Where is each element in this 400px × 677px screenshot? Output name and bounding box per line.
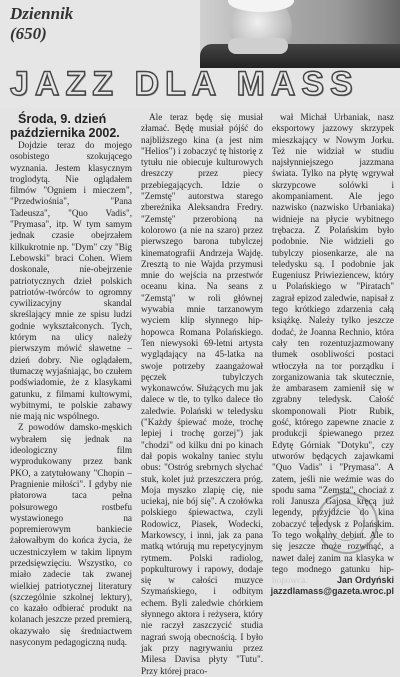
article-date: Środa, 9. dzień października 2002.: [10, 112, 120, 140]
article-column-1: [10, 112, 132, 648]
column-title: JAZZ DLA MASS: [10, 65, 359, 103]
paragraph: Z powodów damsko-męskich wybrałem się jednak na ideologiczny film wyprodukowany przez bank PKO, a zatytułowany "Chopin – Pragnienie miłości". I gdyby nie płatorowa taca pełna połsurowego rostbefu wystawionego na popremierowym bankiecie żałowałbym do końca życia, że uczestniczyłem w takim lipnym przedsięwzięciu. Wszystko, co miało zadecie tak zwanej wielkiej patriotycznej literatury (szczególnie szkolnej lektury), co kazało odbierać produkt na kolanach jeszcze przed premierą, okazywało się średniactwem nasyconym pedagogiczną nudą.: [10, 422, 132, 648]
paragraph: wał Michał Urbaniak, nasz eksportowy jazzowy skrzypek mieszkający w Nowym Jorku. Też nie widział w studiu najsłynniejszego jazzmana świata. Tylko na płytę wgrywał skrzypcowe solówki i akompaniament. Ale jego nazwisko (nazwisko Urbaniaka) widnieje na płycie wybitnego trębacza. Z Polańskim było podobnie. Nie widzieli go tubylczy piosenkarze, ale na teledysku są. I podobnie jak Eugeniusz Priwieziencew, który u Polańskiego w "Piratach" zagrał epizod zaledwie, napisał z tego krótkiego zdarzenia całą książkę. Należy tylko jeszcze dodać, że Joanna Rechnio, która cały ten rozentuzjazmowany tłumek osobliwości postaci wtłoczyła na tor porządku i zorganizowania tak skutecznie, że ambarasem zamienił się w zgrabny teledysk. Całość skomponowali Piotr Rubik, gość, którego zapewne znacie z produkcji śpiewanego przez Edytę Górniak "Dotyku", czy utworów będących zajawkami "Quo Vadis" i "Prymasa". A zatem, jeśli nie weźmie was do spodu sama "Zemsta", chociaż z roli Janusza Gajosa kręcą już legendy, przyjdźcie do kina zobaczyć teledysk z Polańskim. To tego wokalny debiut. Ale to się jeszcze może rozwinąć, a nawet dalej zanim na klasyka w tego modnego gatunku hip-: [272, 112, 394, 574]
author-hand-shape: [228, 38, 288, 54]
paragraph: Dojdzie teraz do mojego osobistego szokującego wyznania. Jestem klasycznym troglodytą. Nie oglądałem filmów "Ogniem i mieczem", "Przedwiośnia", "Pana Tadeusza", "Quo Vadis", "Prymasa", itp. W tym samym jednak czasie obejrzałem kilkukrotnie np. "Dym" czy "Big Lebowski" braci Cohen. Wiem doskonale, nie-obejrzenie patriotycznych dzieł polskich patriotów-twórców to ogromny cywilizacyjny skandal skreślający mnie ze spisu ludzi godnie wykształconych. Tych, którym na ulicy należy pierwszym mówić sławetne – dzień dobry. Nie oglądałem, tłumaczę wyjaśniając, bo czułem podświadomie, że z klasykami gatunku, z filmami kultowymi, wybitnymi, te polskie zabawy nie mają nic wspólnego.: [10, 140, 132, 422]
author-photo: [200, 0, 400, 62]
column-number: (650): [10, 24, 47, 43]
article-footer: [269, 574, 396, 597]
paragraph: Ale teraz będę się musiał złamać. Będę musiał pójść do najbliższego kina (a jest nim "Helios") i zobaczyć tę historię z tytułu nie obiecuje kulturowych dreszczy przez piecy przebiegających. Idzie o "Zemstę" autorstwa starego zbereźnika Aleksandra Fredry. "Zemstę" przerobioną na kolorowo (a nie na szaro) przez pierwszego barona tubylczej kinematografii Andrzeja Wajdę. Zresztą to nie Wajda przymusi mnie do wejścia na przestwór oceanu kina. Na seans z "Zemstą" w roli głównej wywabia mnie tarzanowym wyciem klip słynnego hip-hopowca Romana Polańskiego. Ten niewysoki 69-letni artysta wyglądający na 45-latka na swoje potrzeby zaangażował pęczek tubylczych wykonawców. Służących mu jak dalece w tle, to tylko dalece tło zaledwie. Polański w teledysku ("Każdy śpiewać może, trochę lepiej i trochę gorzej") jak "chodzi" od kilku dni po kinach dał popis wokalny taniec stylu obus: "Ostróg srebrnych słychać stuk, kolet już przeszczera próg. Moja myszko zlapię cię, nie uciekaj, nie bój się". A czołówka polskiego śpiewactwa, czyli Rodowicz, Piasek, Wodecki, Markowscy, i inni, jak za pana matką wtórują mu repetycyjnym rytmem. Polski radiolog, popkulturowy i rapowy, dodaje się w całości muzyce Szymańskiego, i odbitym echem. Byli zaledwie chórkiem słynnego aktora i reżysera, który nie raczył zaszczycić studia nagrań swoją obecnością. I było jak przy nagrywaniu przez Milesa Davisa płyty "Tutu". Przy której praco-: [141, 112, 263, 676]
article-column-2: [141, 112, 263, 676]
column-kicker: Dziennik: [10, 4, 74, 23]
author-name: Jan Ordyński: [336, 575, 394, 585]
library-stamp: [316, 492, 378, 554]
masthead: [0, 0, 400, 108]
author-email[interactable]: jazzdlamass@gazeta.wroc.pl: [270, 585, 394, 596]
